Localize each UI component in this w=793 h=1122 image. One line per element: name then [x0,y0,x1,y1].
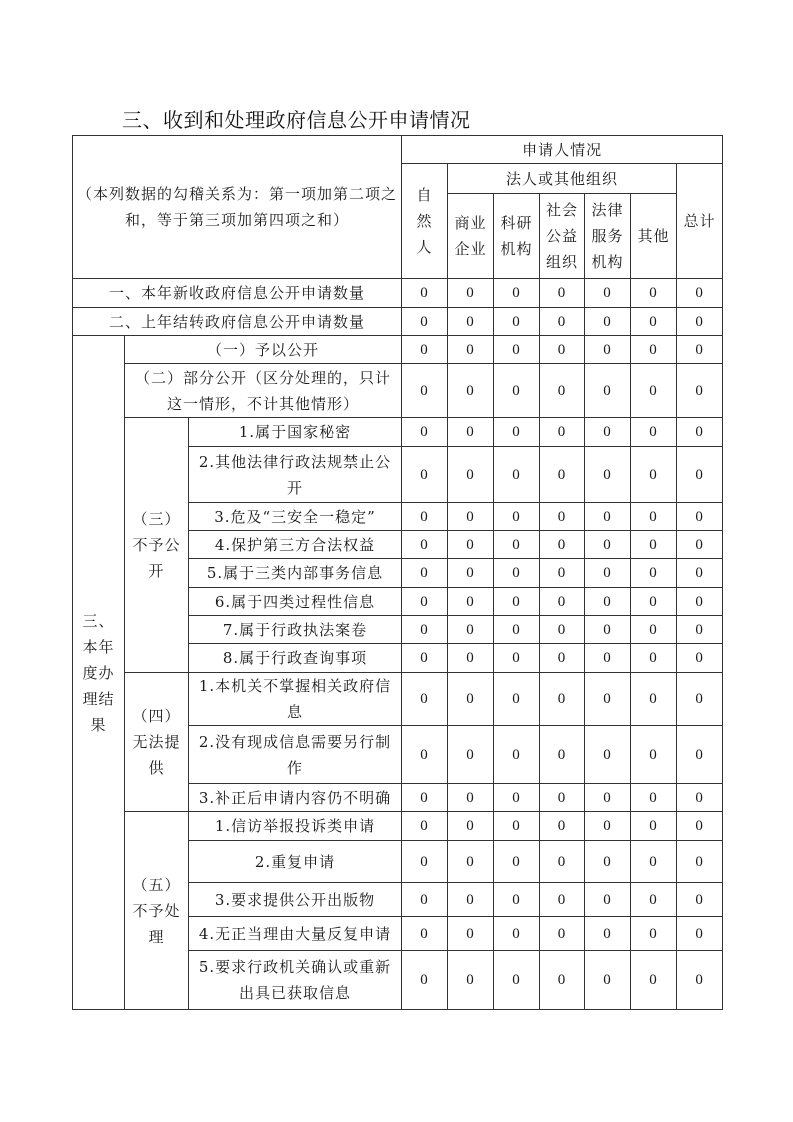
value-cell: 0 [448,726,494,784]
item-label: 2.没有现成信息需要另行制作 [189,726,402,784]
value-cell: 0 [585,588,631,616]
value-cell: 0 [540,364,585,418]
item-label: 7.属于行政执法案卷 [189,616,402,644]
header-research: 科研机构 [494,194,540,279]
value-cell: 0 [494,673,540,726]
value-cell: 0 [540,726,585,784]
value-cell: 0 [631,812,677,841]
value-cell: 0 [585,559,631,588]
value-cell: 0 [585,812,631,841]
header-legal-service: 法律服务机构 [585,194,631,279]
value-cell: 0 [448,336,494,364]
value-cell: 0 [585,336,631,364]
value-cell: 0 [540,951,585,1010]
value-cell: 0 [585,883,631,917]
value-cell: 0 [402,784,448,812]
item-label: 2.重复申请 [189,841,402,883]
value-cell: 0 [540,616,585,644]
value-cell: 0 [677,841,723,883]
value-cell: 0 [540,841,585,883]
value-cell: 0 [631,308,677,336]
value-cell: 0 [402,883,448,917]
value-cell: 0 [631,673,677,726]
value-cell: 0 [448,784,494,812]
value-cell: 0 [585,917,631,951]
item-label: 1.属于国家秘密 [189,418,402,447]
value-cell: 0 [631,531,677,559]
value-cell: 0 [494,616,540,644]
value-cell: 0 [631,279,677,308]
value-cell: 0 [631,784,677,812]
value-cell: 0 [494,364,540,418]
value-cell: 0 [540,588,585,616]
value-cell: 0 [677,279,723,308]
value-cell: 0 [585,644,631,673]
item-label: 3.补正后申请内容仍不明确 [189,784,402,812]
value-cell: 0 [585,726,631,784]
value-cell: 0 [540,883,585,917]
value-cell: 0 [677,673,723,726]
table-row [73,279,723,308]
value-cell: 0 [402,673,448,726]
header-natural-person: 自然人 [402,164,448,279]
value-cell: 0 [402,841,448,883]
value-cell: 0 [585,447,631,503]
item-label: 6.属于四类过程性信息 [189,588,402,616]
value-cell: 0 [402,726,448,784]
header-applicant-situation: 申请人情况 [402,136,723,164]
value-cell: 0 [494,784,540,812]
value-cell: 0 [540,308,585,336]
value-cell: 0 [402,531,448,559]
header-public-welfare: 社会公益组织 [540,194,585,279]
value-cell: 0 [540,812,585,841]
value-cell: 0 [494,588,540,616]
value-cell: 0 [448,951,494,1010]
value-cell: 0 [677,644,723,673]
value-cell: 0 [677,418,723,447]
value-cell: 0 [631,917,677,951]
value-cell: 0 [540,784,585,812]
item-label: 5.要求行政机关确认或重新出具已获取信息 [189,951,402,1010]
value-cell: 0 [402,279,448,308]
item-label: 8.属于行政查询事项 [189,644,402,673]
header-total: 总计 [677,164,723,279]
value-cell: 0 [631,336,677,364]
value-cell: 0 [631,951,677,1010]
value-cell: 0 [448,883,494,917]
table-row [73,812,723,841]
value-cell: 0 [448,364,494,418]
header-business: 商业企业 [448,194,494,279]
value-cell: 0 [677,951,723,1010]
value-cell: 0 [494,336,540,364]
value-cell: 0 [448,673,494,726]
value-cell: 0 [631,726,677,784]
value-cell: 0 [677,616,723,644]
value-cell: 0 [540,644,585,673]
value-cell: 0 [677,559,723,588]
table-row [73,336,723,364]
value-cell: 0 [402,917,448,951]
value-cell: 0 [631,364,677,418]
value-cell: 0 [585,418,631,447]
item-label: 4.保护第三方合法权益 [189,531,402,559]
value-cell: 0 [585,951,631,1010]
value-cell: 0 [677,784,723,812]
value-cell: 0 [448,616,494,644]
value-cell: 0 [402,644,448,673]
value-cell: 0 [494,883,540,917]
value-cell: 0 [585,673,631,726]
value-cell: 0 [540,917,585,951]
value-cell: 0 [448,588,494,616]
value-cell: 0 [631,559,677,588]
value-cell: 0 [585,841,631,883]
value-cell: 0 [448,418,494,447]
value-cell: 0 [631,418,677,447]
group-label-not-process: （五）不予处理 [125,812,189,1010]
value-cell: 0 [540,673,585,726]
value-cell: 0 [448,917,494,951]
table-row [73,308,723,336]
value-cell: 0 [585,279,631,308]
value-cell: 0 [585,784,631,812]
value-cell: 0 [540,559,585,588]
value-cell: 0 [494,308,540,336]
value-cell: 0 [677,503,723,531]
value-cell: 0 [402,308,448,336]
value-cell: 0 [540,336,585,364]
header-other: 其他 [631,194,677,279]
item-label: 1.信访举报投诉类申请 [189,812,402,841]
item-label: 3.要求提供公开出版物 [189,883,402,917]
value-cell: 0 [631,644,677,673]
value-cell: 0 [677,588,723,616]
value-cell: 0 [494,447,540,503]
section-title: 三、收到和处理政府信息公开申请情况 [122,108,471,132]
item-label: 4.无正当理由大量反复申请 [189,917,402,951]
value-cell: 0 [540,418,585,447]
disclosure-requests-table [72,135,723,1010]
value-cell: 0 [494,726,540,784]
value-cell: 0 [677,364,723,418]
value-cell: 0 [585,308,631,336]
value-cell: 0 [494,917,540,951]
item-label: 2.其他法律行政法规禁止公开 [189,447,402,503]
value-cell: 0 [585,503,631,531]
value-cell: 0 [494,841,540,883]
header-legal-person-group: 法人或其他组织 [448,164,677,194]
value-cell: 0 [494,559,540,588]
value-cell: 0 [585,616,631,644]
value-cell: 0 [494,279,540,308]
row-label-new-requests: 一、本年新收政府信息公开申请数量 [73,279,402,308]
value-cell: 0 [448,503,494,531]
row-label-carried-over: 二、上年结转政府信息公开申请数量 [73,308,402,336]
value-cell: 0 [448,812,494,841]
value-cell: 0 [540,531,585,559]
value-cell: 0 [677,883,723,917]
value-cell: 0 [631,503,677,531]
value-cell: 0 [448,531,494,559]
value-cell: 0 [540,503,585,531]
value-cell: 0 [677,726,723,784]
value-cell: 0 [494,644,540,673]
value-cell: 0 [677,336,723,364]
table-row [73,673,723,726]
value-cell: 0 [677,812,723,841]
value-cell: 0 [631,616,677,644]
value-cell: 0 [631,841,677,883]
value-cell: 0 [494,812,540,841]
value-cell: 0 [448,559,494,588]
value-cell: 0 [448,644,494,673]
value-cell: 0 [631,447,677,503]
value-cell: 0 [677,308,723,336]
value-cell: 0 [402,336,448,364]
value-cell: 0 [448,447,494,503]
value-cell: 0 [494,951,540,1010]
value-cell: 0 [494,531,540,559]
value-cell: 0 [494,418,540,447]
value-cell: 0 [585,531,631,559]
item-label: 1.本机关不掌握相关政府信息 [189,673,402,726]
value-cell: 0 [402,616,448,644]
row-label-partial: （二）部分公开（区分处理的，只计这一情形，不计其他情形） [125,364,402,418]
header-note: （本列数据的勾稽关系为：第一项加第二项之和，等于第三项加第四项之和） [73,136,402,279]
value-cell: 0 [540,279,585,308]
value-cell: 0 [402,812,448,841]
value-cell: 0 [402,418,448,447]
value-cell: 0 [402,559,448,588]
value-cell: 0 [494,503,540,531]
value-cell: 0 [631,883,677,917]
value-cell: 0 [448,279,494,308]
value-cell: 0 [585,364,631,418]
value-cell: 0 [631,588,677,616]
row-label-disclose: （一）予以公开 [125,336,402,364]
value-cell: 0 [402,951,448,1010]
row-label-results: 三、本年度办理结果 [73,336,125,1010]
value-cell: 0 [677,447,723,503]
value-cell: 0 [402,447,448,503]
value-cell: 0 [677,531,723,559]
value-cell: 0 [402,588,448,616]
value-cell: 0 [677,917,723,951]
value-cell: 0 [540,447,585,503]
group-label-not-disclose: （三）不予公开 [125,418,189,673]
value-cell: 0 [448,308,494,336]
item-label: 5.属于三类内部事务信息 [189,559,402,588]
group-label-unable: （四）无法提供 [125,673,189,812]
table-row [73,418,723,447]
value-cell: 0 [402,503,448,531]
item-label: 3.危及“三安全一稳定” [189,503,402,531]
value-cell: 0 [448,841,494,883]
value-cell: 0 [402,364,448,418]
table-row [73,364,723,418]
